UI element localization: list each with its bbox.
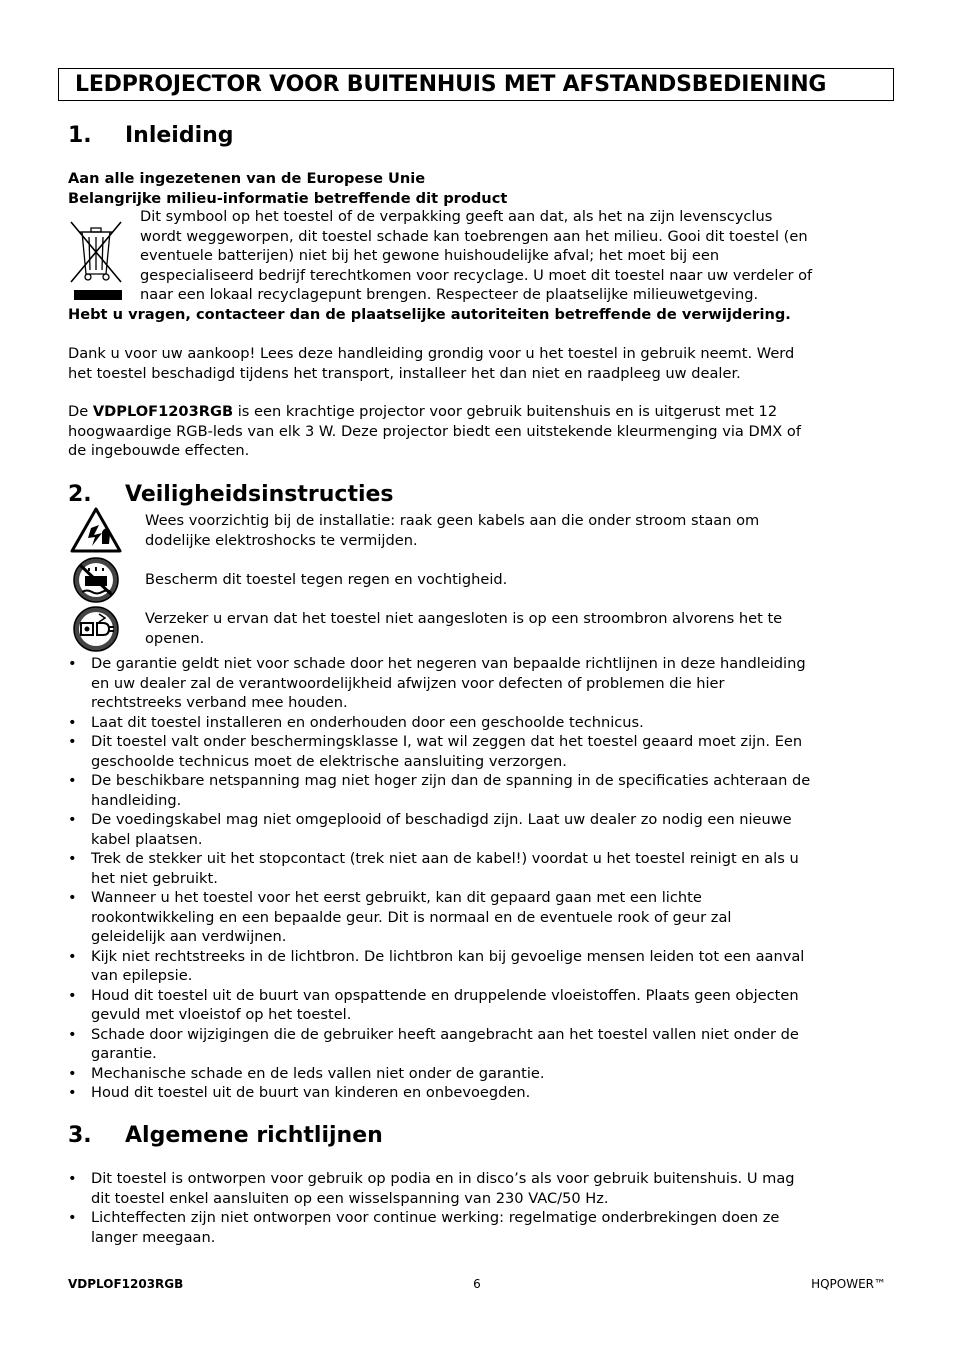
bullet: • xyxy=(68,1064,77,1082)
weee-text xyxy=(140,207,900,305)
no-rain-icon xyxy=(69,556,123,604)
section-title: Inleiding xyxy=(125,123,234,148)
model-name: VDPLOF1203RGB xyxy=(92,403,234,420)
intro-line xyxy=(68,402,888,422)
page-number: 6 xyxy=(473,1277,481,1291)
section-title: Algemene richtlijnen xyxy=(125,1123,383,1148)
general-guidelines-list xyxy=(68,1169,890,1247)
list-line: van epilepsie. xyxy=(91,967,193,984)
weee-line: naar een lokaal recyclagepunt brengen. Respecteer de plaatselijke milieuwetgeving. xyxy=(140,286,759,303)
list-line: gevuld met vloeistof op het toestel. xyxy=(91,1006,352,1023)
bullet: • xyxy=(68,1170,77,1187)
warning-line: Bescherm dit toestel tegen regen en vochtigheid. xyxy=(145,571,508,588)
list-item xyxy=(68,771,890,810)
unplug-before-opening-icon xyxy=(69,605,123,653)
list-line: handleiding. xyxy=(91,791,182,809)
unplug-warning-text xyxy=(145,609,895,648)
section-number: 3. xyxy=(68,1123,92,1148)
list-item xyxy=(68,986,890,1025)
eu-notice-line: Belangrijke milieu-informatie betreffende dit product xyxy=(68,189,508,207)
bullet: • xyxy=(68,1025,77,1043)
bullet: • xyxy=(68,733,77,750)
list-item xyxy=(68,713,890,733)
list-item xyxy=(68,1169,890,1208)
footer-brand: HQPOWER™ xyxy=(811,1277,886,1291)
bullet: • xyxy=(68,811,77,828)
bullet: • xyxy=(68,986,77,1004)
list-item xyxy=(68,810,890,849)
contact-notice: Hebt u vragen, contacteer dan de plaatselijke autoriteiten betreffende de verwijdering. xyxy=(68,306,791,323)
electric-shock-warning-icon xyxy=(69,506,123,554)
bullet: • xyxy=(68,655,77,672)
list-item xyxy=(68,654,890,713)
list-line: Trek de stekker uit het stopcontact (trek niet aan de kabel!) voordat u het toestel reinigt en als u xyxy=(91,850,799,867)
eu-notice xyxy=(68,169,888,208)
list-line: en uw dealer zal de verantwoordelijkheid afwijzen voor defecten of problemen die hier xyxy=(91,674,725,692)
bullet: • xyxy=(68,772,77,789)
section-number: 1. xyxy=(68,123,92,148)
section-heading-algemeen xyxy=(68,1122,383,1150)
intro-line: de ingebouwde effecten. xyxy=(68,442,250,459)
intro-line: hoogwaardige RGB-leds van elk 3 W. Deze projector biedt een uitstekende kleurmenging via DMX of xyxy=(68,422,801,440)
list-line: kabel plaatsen. xyxy=(91,830,203,848)
list-item xyxy=(68,1064,890,1084)
weee-line: eventuele batterijen) niet bij het gewone huishoudelijke afval; het moet bij een xyxy=(140,247,720,264)
list-line: De garantie geldt niet voor schade door het negeren van bepaalde richtlijnen in deze handleiding xyxy=(91,655,806,672)
list-item xyxy=(68,888,890,947)
section-number: 2. xyxy=(68,482,92,507)
bullet: • xyxy=(68,947,77,965)
weee-line: wordt weggeworpen, dit toestel schade kan toebrengen aan het milieu. Gooi dit toestel (en xyxy=(140,227,808,245)
list-item xyxy=(68,947,890,986)
thanks-line: het toestel beschadigd tijdens het transport, installeer het dan niet en raadpleeg uw dealer. xyxy=(68,364,741,382)
list-line: geschoolde technicus moet de elektrische aansluiting verzorgen. xyxy=(91,752,567,770)
bullet: • xyxy=(68,1209,77,1226)
footer-model: VDPLOF1203RGB xyxy=(68,1277,184,1291)
list-line: Dit toestel valt onder beschermingsklasse I, wat wil zeggen dat het toestel geaard moet zijn. Een xyxy=(91,733,803,750)
document-title: LEDPROJECTOR VOOR BUITENHUIS MET AFSTANDSBEDIENING xyxy=(58,68,894,101)
list-item xyxy=(68,732,890,771)
intro-rest: is een krachtige projector voor gebruik buitenshuis en is uitgerust met 12 xyxy=(233,403,778,420)
list-line: Dit toestel is ontworpen voor gebruik op podia en in disco’s als voor gebruik buitenshuis. U mag xyxy=(91,1170,795,1187)
list-line: langer meegaan. xyxy=(91,1228,216,1246)
bullet: • xyxy=(68,850,77,867)
list-item xyxy=(68,1208,890,1247)
list-line: Houd dit toestel uit de buurt van opspattende en druppelende vloeistoffen. Plaats geen objecten xyxy=(91,986,799,1004)
intro-prefix: De xyxy=(68,403,93,420)
list-line: De beschikbare netspanning mag niet hoger zijn dan de spanning in de specificaties achteraan de xyxy=(91,772,811,789)
intro-paragraph xyxy=(68,402,888,461)
weee-bin-icon xyxy=(68,212,124,304)
rain-warning-text xyxy=(145,570,895,590)
warning-line: Wees voorzichtig bij de installatie: raak geen kabels aan die onder stroom staan om xyxy=(145,512,760,529)
thanks-line: Dank u voor uw aankoop! Lees deze handleiding grondig voor u het toestel in gebruik neemt. Werd xyxy=(68,345,795,362)
section-title: Veiligheidsinstructies xyxy=(125,482,394,507)
list-line: Kijk niet rechtstreeks in de lichtbron. De lichtbron kan bij gevoelige mensen leiden tot een aanval xyxy=(91,947,805,965)
weee-line: gespecialiseerd bedrijf terechtkomen voor recyclage. U moet dit toestel naar uw verdeler of xyxy=(140,266,813,284)
warning-line: Verzeker u ervan dat het toestel niet aangesloten is op een stroombron alvorens het te xyxy=(145,610,783,627)
list-line: het niet gebruikt. xyxy=(91,869,218,887)
list-item xyxy=(68,1025,890,1064)
section-heading-veiligheid xyxy=(68,481,394,509)
list-line: garantie. xyxy=(91,1045,157,1062)
bullet: • xyxy=(68,713,77,731)
list-line: geleidelijk aan verdwijnen. xyxy=(91,928,287,945)
warning-line: dodelijke elektroshocks te vermijden. xyxy=(145,531,418,549)
eu-notice-line: Aan alle ingezetenen van de Europese Unie xyxy=(68,170,426,187)
bullet: • xyxy=(68,1084,77,1101)
safety-instructions-list xyxy=(68,654,890,1103)
list-item xyxy=(68,849,890,888)
weee-line: Dit symbool op het toestel of de verpakking geeft aan dat, als het na zijn levenscyclus xyxy=(140,208,773,225)
list-line: Wanneer u het toestel voor het eerst gebruikt, kan dit gepaard gaan met een lichte xyxy=(91,889,702,906)
bullet: • xyxy=(68,889,77,906)
warning-line: openen. xyxy=(145,629,205,647)
thanks-paragraph xyxy=(68,344,888,383)
list-line: Mechanische schade en de leds vallen niet onder de garantie. xyxy=(91,1064,545,1082)
list-line: dit toestel enkel aansluiten op een wisselspanning van 230 VAC/50 Hz. xyxy=(91,1189,609,1207)
list-line: Schade door wijzigingen die de gebruiker heeft aangebracht aan het toestel vallen niet onder de xyxy=(91,1025,799,1043)
list-line: Houd dit toestel uit de buurt van kinderen en onbevoegden. xyxy=(91,1084,531,1101)
list-line: rookontwikkeling en een bepaalde geur. Dit is normaal en de eventuele rook of geur zal xyxy=(91,908,732,926)
list-line: Laat dit toestel installeren en onderhouden door een geschoolde technicus. xyxy=(91,713,644,731)
list-line: Lichteffecten zijn niet ontworpen voor continue werking: regelmatige onderbrekingen doen ze xyxy=(91,1209,780,1226)
list-line: rechtstreeks verband mee houden. xyxy=(91,694,348,711)
list-item xyxy=(68,1083,890,1103)
section-heading-inleiding xyxy=(68,122,234,150)
list-line: De voedingskabel mag niet omgeplooid of beschadigd zijn. Laat uw dealer zo nodig een nieuwe xyxy=(91,811,792,828)
shock-warning-text xyxy=(145,511,895,550)
